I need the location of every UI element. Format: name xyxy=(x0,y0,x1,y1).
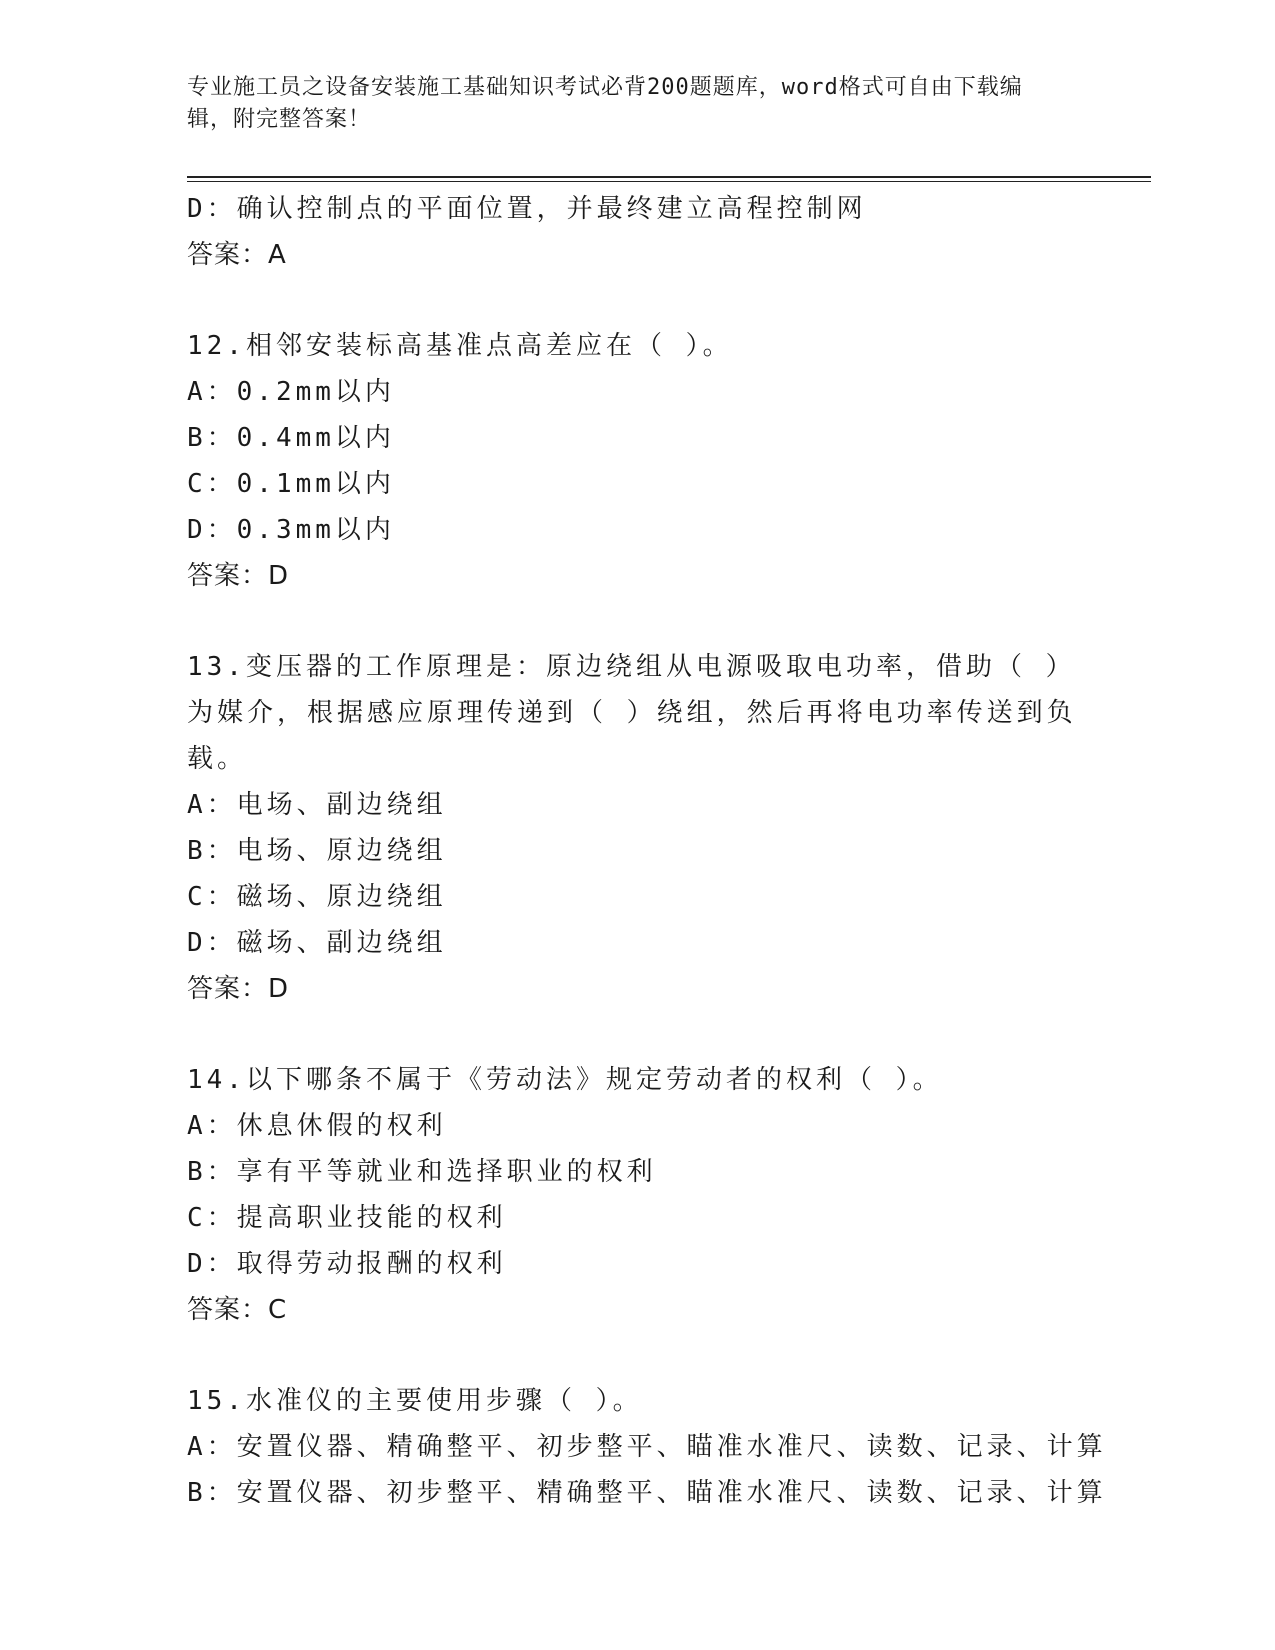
spacer xyxy=(187,1333,1087,1378)
option-d: D：取得劳动报酬的权利 xyxy=(187,1249,507,1279)
option-a: A：休息休假的权利 xyxy=(187,1111,447,1141)
option-b: B：安置仪器、初步整平、精确整平、瞄准水准尺、读数、记录、计算 xyxy=(187,1478,1107,1508)
question-14 xyxy=(187,1057,1087,1333)
option-b: B：享有平等就业和选择职业的权利 xyxy=(187,1157,657,1187)
option-d: D：0.3mm以内 xyxy=(187,515,395,545)
header-rule-thin xyxy=(187,181,1151,182)
document-body xyxy=(187,186,1107,1516)
spacer xyxy=(187,1012,1087,1057)
document-header: 专业施工员之设备安装施工基础知识考试必背200题题库，word格式可自由下载编辑，附完整答案！ xyxy=(187,75,1023,132)
question-stem: 15.水准仪的主要使用步骤（ ）。 xyxy=(187,1386,643,1416)
option-d: D：磁场、副边绕组 xyxy=(187,928,447,958)
option-c: C：0.1mm以内 xyxy=(187,469,395,499)
spacer xyxy=(187,599,1087,644)
option-a: A：电场、副边绕组 xyxy=(187,790,447,820)
header-rule-thick xyxy=(187,176,1151,178)
question-13 xyxy=(187,644,1087,1012)
answer: 答案：D xyxy=(187,561,290,591)
answer: 答案：D xyxy=(187,974,290,1004)
answer: 答案：C xyxy=(187,1295,288,1325)
option-b: B：0.4mm以内 xyxy=(187,423,395,453)
option-b: B：电场、原边绕组 xyxy=(187,836,447,866)
question-stem: 13.变压器的工作原理是：原边绕组从电源吸取电功率，借助（ ）为媒介，根据感应原理传递到（ ）绕组，然后再将电功率传送到负载。 xyxy=(187,652,1077,774)
option-c: C：磁场、原边绕组 xyxy=(187,882,447,912)
question-stem: 14.以下哪条不属于《劳动法》规定劳动者的权利（ ）。 xyxy=(187,1065,943,1095)
question-12 xyxy=(187,323,1087,599)
question-15 xyxy=(187,1378,1107,1516)
option-a: A：0.2mm以内 xyxy=(187,377,395,407)
answer: 答案：A xyxy=(187,240,287,270)
spacer xyxy=(187,278,1087,323)
option-a: A：安置仪器、精确整平、初步整平、瞄准水准尺、读数、记录、计算 xyxy=(187,1432,1107,1462)
option-d: D：确认控制点的平面位置，并最终建立高程控制网 xyxy=(187,194,867,224)
question-stem: 12.相邻安装标高基准点高差应在（ ）。 xyxy=(187,331,733,361)
option-c: C：提高职业技能的权利 xyxy=(187,1203,507,1233)
